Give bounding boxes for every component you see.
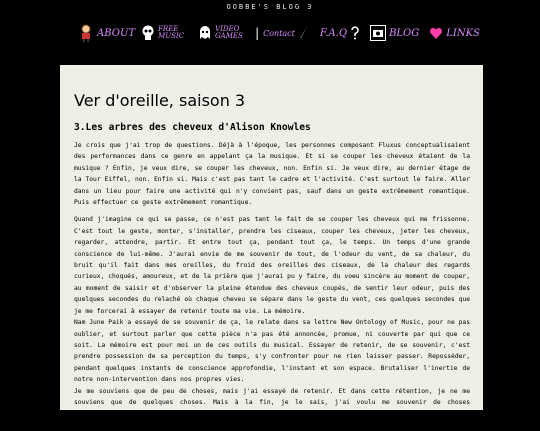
person-icon bbox=[78, 24, 94, 42]
nav-videogames[interactable] bbox=[198, 25, 247, 41]
nav-freemusic-label: FREE MUSIC bbox=[158, 25, 185, 40]
nav-videogames-label: VIDEO GAMES bbox=[215, 25, 243, 40]
nav-separator: | bbox=[255, 26, 260, 40]
site-title: OOBBE'S BLOG 3 bbox=[226, 3, 314, 11]
article-panel bbox=[60, 65, 483, 429]
ghost-icon bbox=[198, 25, 212, 41]
nav-blog-label: BLOG bbox=[389, 27, 420, 39]
article-paragraph: Je me souviens que de peu de choses, mais j'ai essayé de retenir. Et dans cette rétention, je ne me souviens que de quelques choses. Mais à la fin, je le sais, j'ai voulu me souvenir de choses d'importance. Du haut de la Tour Eiffel, en 1963 qu'une drôle d'idée. En quelques secondes, ce frémissement se délia tout bbox=[74, 387, 470, 429]
nav-faq[interactable] bbox=[320, 26, 364, 40]
nav-about[interactable] bbox=[78, 24, 135, 42]
article-paragraph: Nam June Paik a essayé de se souvenir de ça, le relate dans sa lettre New Ontology of Music, pour ne pas oublier, et surtout parler que cette pièce n'a pas été annoncée, promue, ni couverte par qui que ce soit. La mémoire est pour moi un de ces outils du musical. Essayer de retenir, de se souvenir, c'est prendre possession de sa perception du temps, s'y confronter pour ne rien laisser passer. Reposséder, pendant quelques instants de conscience approfondie, l'instant et son espace. Brutaliser l'inertie de notre non-intervention dans nos propres vies. bbox=[74, 319, 470, 384]
main-nav bbox=[78, 20, 486, 46]
quill-icon bbox=[297, 25, 309, 41]
article-paragraph: Quand j'imagine ce qui se passe, ce n'est pas tant le fait de se couper les cheveux qui me frissonne. C'est tout le geste, monter, s'installer, prendre les ciseaux, couper les cheveux, jeter les cheveux, regarder, attendre, partir. Et entre tout ça, pendant tout ça, le temps. Un temps d'une grande conscience de lui-même. J'aurai envie de me souvenir de tout, de l'odeur du vent, de sa chaleur, du bruit qu'il fait dans mes oreilles, du froid des oreilles des ciseaux, de la chaleur des regards curieux, choqués, amoureux, et de la prière que j'aurai pu y faire, du voeu sincère au moment de couper, au moment de saisir et d'observer la pleine étendue des cheveux coupés, de sentir leur odeur, puis des quelques secondes du relaché où chaque cheveu se sépare dans le geste du vent, ces quelques secondes que je me forcerai à essayer de retenir toute ma vie. La mémoire. bbox=[74, 216, 470, 315]
question-icon bbox=[349, 26, 361, 40]
nav-blog[interactable] bbox=[370, 25, 419, 41]
top-bar bbox=[0, 0, 540, 62]
camera-icon bbox=[370, 25, 386, 41]
article-paragraph: Je crois que j'ai trop de questions. Déjà à l'époque, les personnes composant Fluxus conceptualisaient des performances dans ce genre en appelant ça la musique. Et si se couper les cheveux étaient de la musique ? Enfin, je veux dire, se couper les cheveux, non. Enfin si. Je veux dire, au dernier étage de la Tour Eiffel, non. Enfin si. Mais c'est pas tant le cadre et l'activité. C'est surtout le faire. Aller dans un lieu pour faire une activité qui n'y convient pas, sauf dans un geste extrêmement romantique. Puis effectuer ce geste extrêmement romantique. bbox=[74, 142, 470, 207]
heart-icon bbox=[429, 27, 443, 40]
nav-links[interactable] bbox=[429, 27, 480, 40]
nav-about-label: ABOUT bbox=[97, 27, 136, 39]
section-title: 3.Les arbres des cheveux d'Alison Knowles bbox=[74, 122, 311, 133]
nav-faq-label: F.A.Q bbox=[319, 27, 348, 39]
skull-icon bbox=[141, 25, 155, 41]
nav-links-label: LINKS bbox=[446, 27, 480, 39]
article-body bbox=[74, 140, 470, 431]
nav-contact-label: Contact bbox=[263, 28, 295, 38]
nav-contact[interactable] bbox=[263, 25, 312, 41]
nav-freemusic[interactable] bbox=[141, 25, 188, 41]
page-title: Ver d'oreille, saison 3 bbox=[74, 91, 246, 110]
